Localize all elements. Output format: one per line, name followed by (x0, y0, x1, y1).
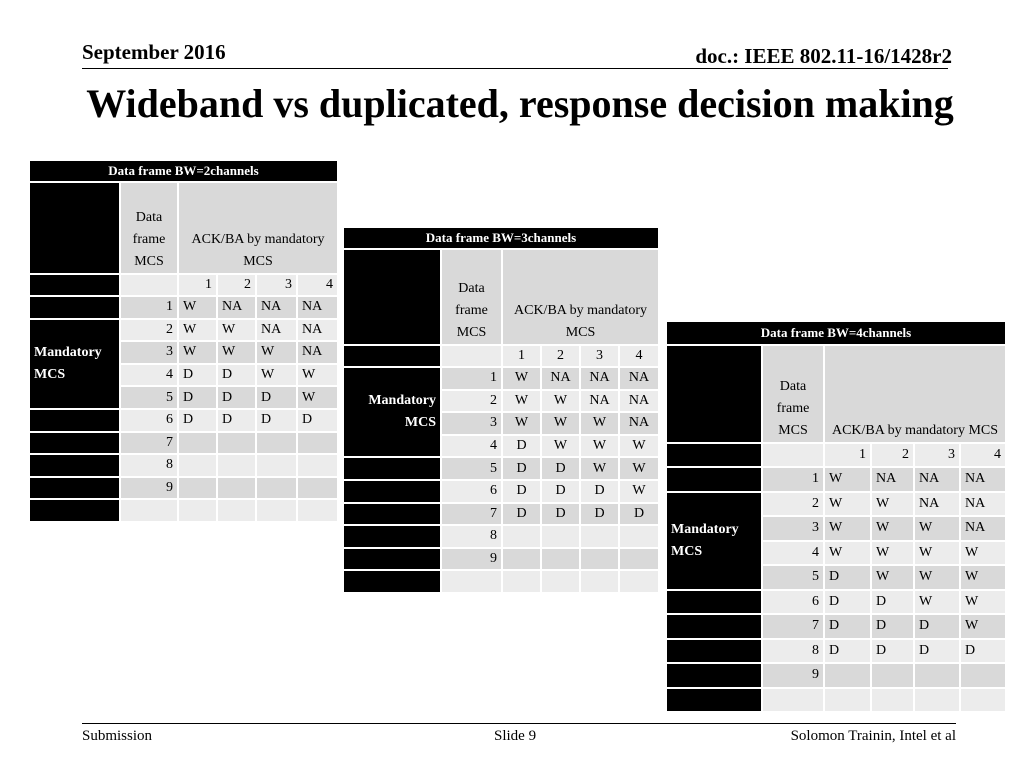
ack-ba-result: W (541, 412, 580, 435)
ack-ba-result (297, 432, 338, 455)
ack-ba-result: D (178, 386, 217, 409)
mcs-table-2ch (28, 159, 339, 523)
row-label-cell (29, 477, 120, 500)
ack-ba-result: D (541, 457, 580, 480)
mandatory-mcs-col-2: 2 (541, 345, 580, 367)
table-row (29, 409, 338, 432)
data-frame-mcs-value: 4 (762, 541, 824, 566)
data-frame-mcs-value: 9 (762, 663, 824, 688)
ack-ba-result: NA (297, 319, 338, 342)
ack-ba-result: D (824, 639, 871, 664)
ack-ba-result: W (217, 341, 256, 364)
ack-ba-result: W (541, 390, 580, 413)
ack-ba-result (297, 477, 338, 500)
row-label-cell (666, 639, 762, 664)
ack-ba-result (217, 477, 256, 500)
ack-ba-result (580, 570, 619, 593)
ack-ba-result: W (824, 467, 871, 492)
ack-ba-result: D (178, 364, 217, 387)
data-frame-mcs-value: 3 (441, 412, 502, 435)
ack-ba-result: D (914, 614, 960, 639)
table-row (666, 614, 1006, 639)
ack-ba-result: W (178, 319, 217, 342)
ack-ba-result: W (580, 457, 619, 480)
ack-ba-result: W (824, 541, 871, 566)
ack-ba-result: W (502, 367, 541, 390)
table-row (666, 688, 1006, 713)
data-frame-mcs-value: 8 (762, 639, 824, 664)
ack-ba-result: D (502, 435, 541, 458)
data-frame-mcs-value: 4 (441, 435, 502, 458)
table-row (343, 525, 659, 548)
ack-ba-result (297, 454, 338, 477)
table-row (29, 477, 338, 500)
mandatory-mcs-col-1: 1 (824, 443, 871, 467)
ack-ba-result: D (178, 409, 217, 432)
slide-title: Wideband vs duplicated, response decision making (86, 81, 954, 126)
ack-ba-result (824, 663, 871, 688)
table-title: Data frame BW=2channels (29, 160, 338, 182)
row-label-cell (343, 525, 441, 548)
footer-authors: Solomon Trainin, Intel et al (790, 728, 956, 744)
row-label-spacer (343, 345, 441, 367)
ack-ba-result: D (824, 565, 871, 590)
ack-ba-result: NA (256, 319, 297, 342)
ack-ba-result: NA (541, 367, 580, 390)
table-row (29, 296, 338, 319)
mandatory-mcs-col-1: 1 (178, 274, 217, 296)
ack-ba-result (502, 525, 541, 548)
ack-ba-result (178, 499, 217, 522)
ack-ba-result: W (256, 364, 297, 387)
ack-ba-result (541, 548, 580, 571)
table-row (343, 457, 659, 480)
data-frame-mcs-value: 5 (441, 457, 502, 480)
row-label-spacer (29, 274, 120, 296)
ack-ba-result: W (960, 541, 1006, 566)
ack-ba-result: NA (960, 467, 1006, 492)
ack-ba-result (914, 688, 960, 713)
ack-ba-result: D (580, 480, 619, 503)
ack-ba-result (824, 688, 871, 713)
ack-ba-result: W (914, 541, 960, 566)
ack-ba-result: D (217, 364, 256, 387)
ack-ba-result (256, 499, 297, 522)
ack-ba-result: D (217, 386, 256, 409)
ack-ba-result (619, 570, 659, 593)
ack-ba-result: W (502, 390, 541, 413)
footer-divider (82, 723, 956, 724)
mandatory-mcs-col-4: 4 (297, 274, 338, 296)
ack-ba-result: W (871, 541, 914, 566)
data-frame-mcs-value: 6 (441, 480, 502, 503)
ack-ba-result: W (541, 435, 580, 458)
row-label-cell (29, 409, 120, 432)
mcs-col-spacer (441, 345, 502, 367)
ack-ba-result: D (502, 457, 541, 480)
ack-ba-result: NA (580, 390, 619, 413)
ack-ba-result (217, 454, 256, 477)
ack-ba-result (256, 454, 297, 477)
ack-ba-result: W (871, 516, 914, 541)
table-row (343, 367, 659, 390)
ack-ba-result: NA (297, 341, 338, 364)
data-frame-mcs-value: 2 (120, 319, 178, 342)
mandatory-mcs-col-2: 2 (871, 443, 914, 467)
data-frame-mcs-value: 4 (120, 364, 178, 387)
ack-ba-result: NA (871, 467, 914, 492)
table-corner (666, 345, 762, 443)
data-frame-mcs-value: 9 (441, 548, 502, 571)
header-doc-id: doc.: IEEE 802.11-16/1428r2 (695, 44, 952, 68)
ack-ba-result (297, 499, 338, 522)
mandatory-mcs-label: Mandatory MCS (343, 367, 441, 457)
mandatory-mcs-col-1: 1 (502, 345, 541, 367)
mandatory-mcs-label: Mandatory MCS (666, 492, 762, 590)
ack-ba-result (502, 548, 541, 571)
mandatory-mcs-col-4: 4 (619, 345, 659, 367)
ack-ba-result: W (297, 364, 338, 387)
data-frame-mcs-value: 8 (120, 454, 178, 477)
data-frame-mcs-value: 3 (762, 516, 824, 541)
header-divider (82, 68, 948, 69)
table-row (29, 319, 338, 342)
table-row (666, 467, 1006, 492)
row-label-cell (343, 480, 441, 503)
data-frame-mcs-value: 5 (120, 386, 178, 409)
ack-ba-result: W (502, 412, 541, 435)
ack-ba-result: D (297, 409, 338, 432)
row-label-cell (29, 432, 120, 455)
ack-ba-result: D (914, 639, 960, 664)
table-row (666, 639, 1006, 664)
ack-ba-result: NA (960, 516, 1006, 541)
row-label-cell (666, 590, 762, 615)
ack-ba-result (580, 525, 619, 548)
ack-ba-result (914, 663, 960, 688)
mandatory-mcs-col-3: 3 (580, 345, 619, 367)
ack-ba-result: NA (960, 492, 1006, 517)
row-label-cell (666, 467, 762, 492)
ack-ba-result: NA (914, 467, 960, 492)
ack-ba-result: W (580, 412, 619, 435)
data-frame-mcs-header: Data frame MCS (441, 249, 502, 345)
ack-ba-result (619, 525, 659, 548)
row-label-cell (29, 499, 120, 522)
ack-ba-result: NA (256, 296, 297, 319)
data-frame-mcs-value: 1 (120, 296, 178, 319)
ack-ba-result: D (217, 409, 256, 432)
ack-ba-result (502, 570, 541, 593)
mcs-table-4ch (665, 320, 1007, 713)
data-frame-mcs-value: 6 (120, 409, 178, 432)
table-row (29, 432, 338, 455)
table-corner (29, 182, 120, 274)
ack-ba-result (178, 477, 217, 500)
row-label-cell (343, 457, 441, 480)
row-label-cell (666, 663, 762, 688)
ack-ba-result: W (824, 492, 871, 517)
ack-ba-result: D (871, 590, 914, 615)
data-frame-mcs-value: 6 (762, 590, 824, 615)
data-frame-mcs-value: 7 (441, 503, 502, 526)
ack-ba-result: W (217, 319, 256, 342)
ack-ba-result (256, 432, 297, 455)
footer-slide-number: Slide 9 (494, 728, 537, 744)
data-frame-mcs-value: 1 (441, 367, 502, 390)
data-frame-mcs-value: 9 (120, 477, 178, 500)
ack-ba-result: W (960, 614, 1006, 639)
mcs-table-3ch (342, 226, 660, 594)
mandatory-mcs-col-2: 2 (217, 274, 256, 296)
ack-ba-result (871, 663, 914, 688)
ack-ba-result: W (297, 386, 338, 409)
ack-ba-result: W (914, 590, 960, 615)
ack-ba-result (178, 432, 217, 455)
ack-ba-result: D (256, 409, 297, 432)
ack-ba-result: D (871, 639, 914, 664)
data-frame-mcs-value (441, 570, 502, 593)
table-row (343, 503, 659, 526)
ack-ba-result: W (580, 435, 619, 458)
ack-ba-result: W (178, 341, 217, 364)
table-row (343, 480, 659, 503)
ack-ba-result: NA (217, 296, 256, 319)
table-row (666, 590, 1006, 615)
mandatory-mcs-col-3: 3 (914, 443, 960, 467)
row-label-cell (29, 296, 120, 319)
mandatory-mcs-col-4: 4 (960, 443, 1006, 467)
ack-ba-result (178, 454, 217, 477)
mcs-col-spacer (762, 443, 824, 467)
ack-ba-result: NA (914, 492, 960, 517)
ack-ba-result (960, 663, 1006, 688)
data-frame-mcs-value: 2 (441, 390, 502, 413)
data-frame-mcs-value: 2 (762, 492, 824, 517)
table-corner (343, 249, 441, 345)
ack-ba-result: W (256, 341, 297, 364)
row-label-cell (666, 614, 762, 639)
ack-ba-result: W (619, 480, 659, 503)
header-date: September 2016 (82, 40, 226, 64)
ack-ba-result: NA (619, 390, 659, 413)
data-frame-mcs-value (120, 499, 178, 522)
ack-ba-header: ACK/BA by mandatory MCS (502, 249, 659, 345)
data-frame-mcs-value: 1 (762, 467, 824, 492)
ack-ba-result: D (824, 590, 871, 615)
data-frame-mcs-header: Data frame MCS (762, 345, 824, 443)
ack-ba-result: D (580, 503, 619, 526)
ack-ba-result: NA (619, 412, 659, 435)
table-row (666, 663, 1006, 688)
mandatory-mcs-col-3: 3 (256, 274, 297, 296)
table-row (343, 548, 659, 571)
ack-ba-result: NA (580, 367, 619, 390)
ack-ba-result (619, 548, 659, 571)
ack-ba-result (871, 688, 914, 713)
ack-ba-result (960, 688, 1006, 713)
ack-ba-result: W (960, 590, 1006, 615)
ack-ba-result (217, 499, 256, 522)
ack-ba-result (541, 525, 580, 548)
ack-ba-result (541, 570, 580, 593)
table-row (343, 570, 659, 593)
ack-ba-result: NA (619, 367, 659, 390)
row-label-cell (343, 548, 441, 571)
ack-ba-result: W (871, 492, 914, 517)
table-row (666, 492, 1006, 517)
footer-submission: Submission (82, 728, 153, 744)
data-frame-mcs-value: 8 (441, 525, 502, 548)
data-frame-mcs-value: 5 (762, 565, 824, 590)
ack-ba-result: D (871, 614, 914, 639)
ack-ba-result (217, 432, 256, 455)
data-frame-mcs-value: 7 (120, 432, 178, 455)
ack-ba-header: ACK/BA by mandatory MCS (178, 182, 338, 274)
row-label-spacer (666, 443, 762, 467)
table-title: Data frame BW=4channels (666, 321, 1006, 345)
ack-ba-result: W (824, 516, 871, 541)
ack-ba-header: ACK/BA by mandatory MCS (824, 345, 1006, 443)
ack-ba-result (256, 477, 297, 500)
data-frame-mcs-value (762, 688, 824, 713)
row-label-cell (666, 688, 762, 713)
mandatory-mcs-label: Mandatory MCS (29, 319, 120, 409)
table-row (29, 454, 338, 477)
ack-ba-result: W (619, 435, 659, 458)
mcs-col-spacer (120, 274, 178, 296)
table-row (29, 499, 338, 522)
ack-ba-result: W (178, 296, 217, 319)
ack-ba-result: W (871, 565, 914, 590)
data-frame-mcs-header: Data frame MCS (120, 182, 178, 274)
row-label-cell (343, 503, 441, 526)
ack-ba-result: W (619, 457, 659, 480)
table-title: Data frame BW=3channels (343, 227, 659, 249)
ack-ba-result: W (914, 565, 960, 590)
data-frame-mcs-value: 3 (120, 341, 178, 364)
ack-ba-result: W (914, 516, 960, 541)
row-label-cell (343, 570, 441, 593)
ack-ba-result: NA (297, 296, 338, 319)
ack-ba-result (580, 548, 619, 571)
ack-ba-result: D (824, 614, 871, 639)
ack-ba-result: D (541, 503, 580, 526)
ack-ba-result: D (502, 503, 541, 526)
ack-ba-result: D (256, 386, 297, 409)
ack-ba-result: D (619, 503, 659, 526)
ack-ba-result: D (960, 639, 1006, 664)
row-label-cell (29, 454, 120, 477)
data-frame-mcs-value: 7 (762, 614, 824, 639)
ack-ba-result: W (960, 565, 1006, 590)
ack-ba-result: D (541, 480, 580, 503)
ack-ba-result: D (502, 480, 541, 503)
